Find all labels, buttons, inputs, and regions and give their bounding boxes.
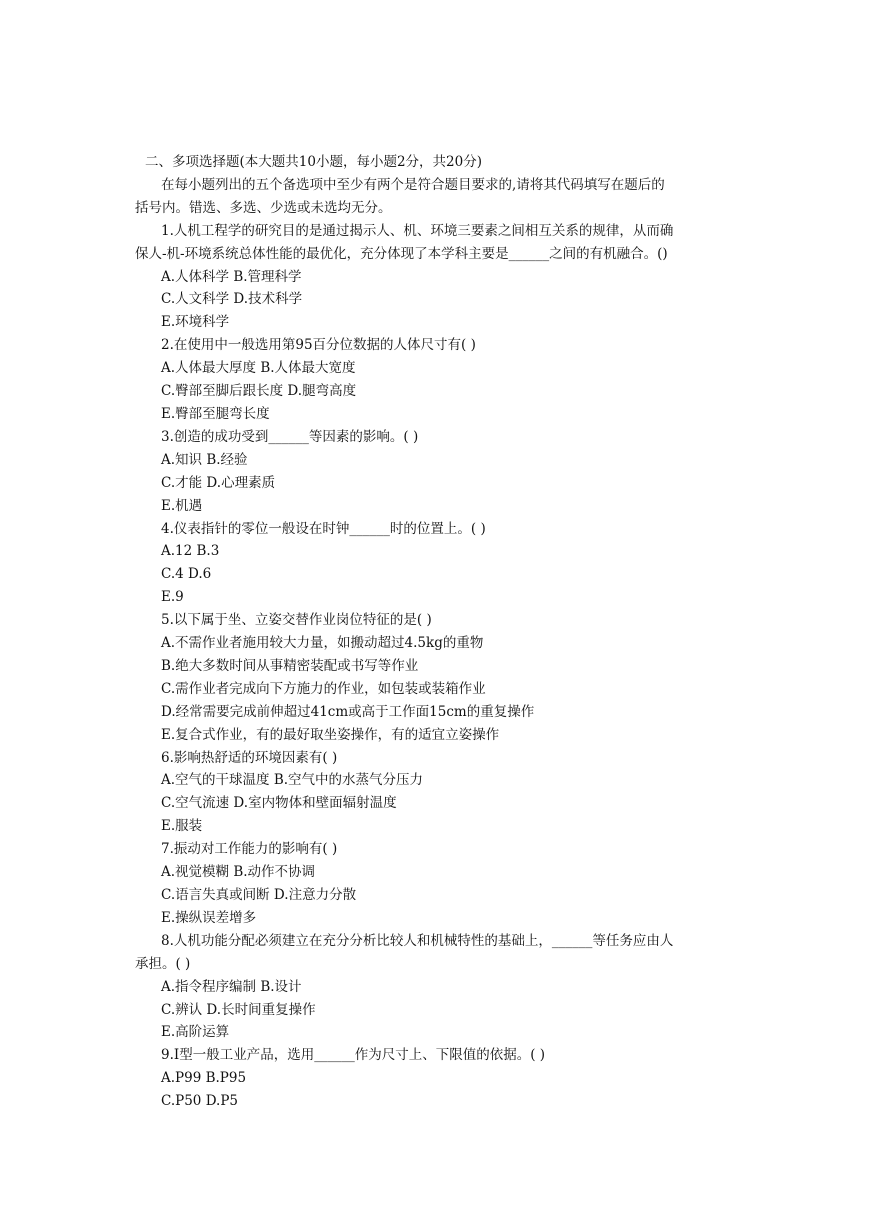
question-stem: 1.人机工程学的研究目的是通过揭示人、机、环境三要素之间相互关系的规律，从而确	[161, 222, 674, 239]
question-option: C.才能 D.心理素质	[161, 474, 276, 491]
question-option: C.4 D.6	[161, 566, 212, 583]
question-option: C.人文科学 D.技术科学	[161, 291, 303, 308]
question-4	[135, 518, 740, 610]
question-5	[135, 609, 740, 746]
question-stem: 保人-机-环境系统总体性能的最优化，充分体现了本学科主要是______之间的有机融合。()	[135, 245, 668, 262]
question-6	[135, 747, 740, 839]
question-stem: 承担。( )	[135, 955, 191, 972]
section-instructions-line: 括号内。错选、多选、少选或未选均无分。	[135, 199, 392, 216]
question-option: E.9	[161, 589, 184, 606]
section-title: 二、多项选择题(本大题共10小题，每小题2分，共20分)	[145, 154, 482, 170]
question-stem: 7.振动对工作能力的影响有( )	[161, 841, 338, 858]
question-option: C.空气流速 D.室内物体和壁面辐射温度	[161, 795, 397, 812]
question-2	[135, 334, 740, 426]
question-option: A.人体科学 B.管理科学	[161, 268, 302, 285]
question-stem: 6.影响热舒适的环境因素有( )	[161, 749, 338, 766]
question-option: E.臀部至腿弯长度	[161, 405, 270, 422]
section-instructions-line: 在每小题列出的五个备选项中至少有两个是符合题目要求的,请将其代码填写在题后的	[161, 176, 665, 193]
exam-content	[135, 151, 740, 1113]
question-option: E.机遇	[161, 497, 203, 514]
question-option: E.环境科学	[161, 314, 230, 331]
question-option: A.人体最大厚度 B.人体最大宽度	[161, 360, 356, 377]
question-option: B.绝大多数时间从事精密装配或书写等作业	[161, 657, 419, 674]
question-stem: 4.仪表指针的零位一般设在时钟______时的位置上。( )	[161, 520, 486, 537]
question-option: A.P99 B.P95	[161, 1070, 247, 1087]
question-option: A.指令程序编制 B.设计	[161, 978, 302, 995]
question-stem: 8.人机功能分配必须建立在充分分析比较人和机械特性的基础上，______等任务应由人	[161, 932, 674, 949]
question-stem: 9.Ⅰ型一般工业产品，选用______作为尺寸上、下限值的依据。( )	[161, 1047, 546, 1064]
question-stem: 3.创造的成功受到______等因素的影响。( )	[161, 428, 419, 445]
question-option: A.12 B.3	[161, 543, 220, 560]
question-option: E.服装	[161, 818, 203, 835]
question-option: A.不需作业者施用较大力量，如搬动超过4.5kg的重物	[161, 635, 484, 652]
question-option: E.操纵误差增多	[161, 909, 257, 926]
question-option: C.需作业者完成向下方施力的作业，如包装或装箱作业	[161, 680, 486, 697]
question-option: E.复合式作业，有的最好取坐姿操作，有的适宜立姿操作	[161, 726, 500, 743]
question-stem: 5.以下属于坐、立姿交替作业岗位特征的是( )	[161, 612, 432, 629]
question-option: C.辨认 D.长时间重复操作	[161, 1001, 316, 1018]
question-option: C.臀部至脚后跟长度 D.腿弯高度	[161, 383, 357, 400]
question-7	[135, 838, 740, 930]
question-option: A.知识 B.经验	[161, 451, 248, 468]
question-3	[135, 426, 740, 518]
question-option: A.空气的干球温度 B.空气中的水蒸气分压力	[161, 772, 424, 789]
question-option: C.P50 D.P5	[161, 1093, 238, 1110]
question-option: A.视觉模糊 B.动作不协调	[161, 864, 316, 881]
question-stem: 2.在使用中一般选用第95百分位数据的人体尺寸有( )	[161, 337, 476, 354]
question-8	[135, 930, 740, 1045]
question-9	[135, 1044, 740, 1113]
question-option: E.高阶运算	[161, 1024, 230, 1041]
question-option: C.语言失真或间断 D.注意力分散	[161, 887, 357, 903]
question-option: D.经常需要完成前伸超过41cm或高于工作面15cm的重复操作	[161, 703, 535, 720]
question-1	[135, 220, 740, 335]
